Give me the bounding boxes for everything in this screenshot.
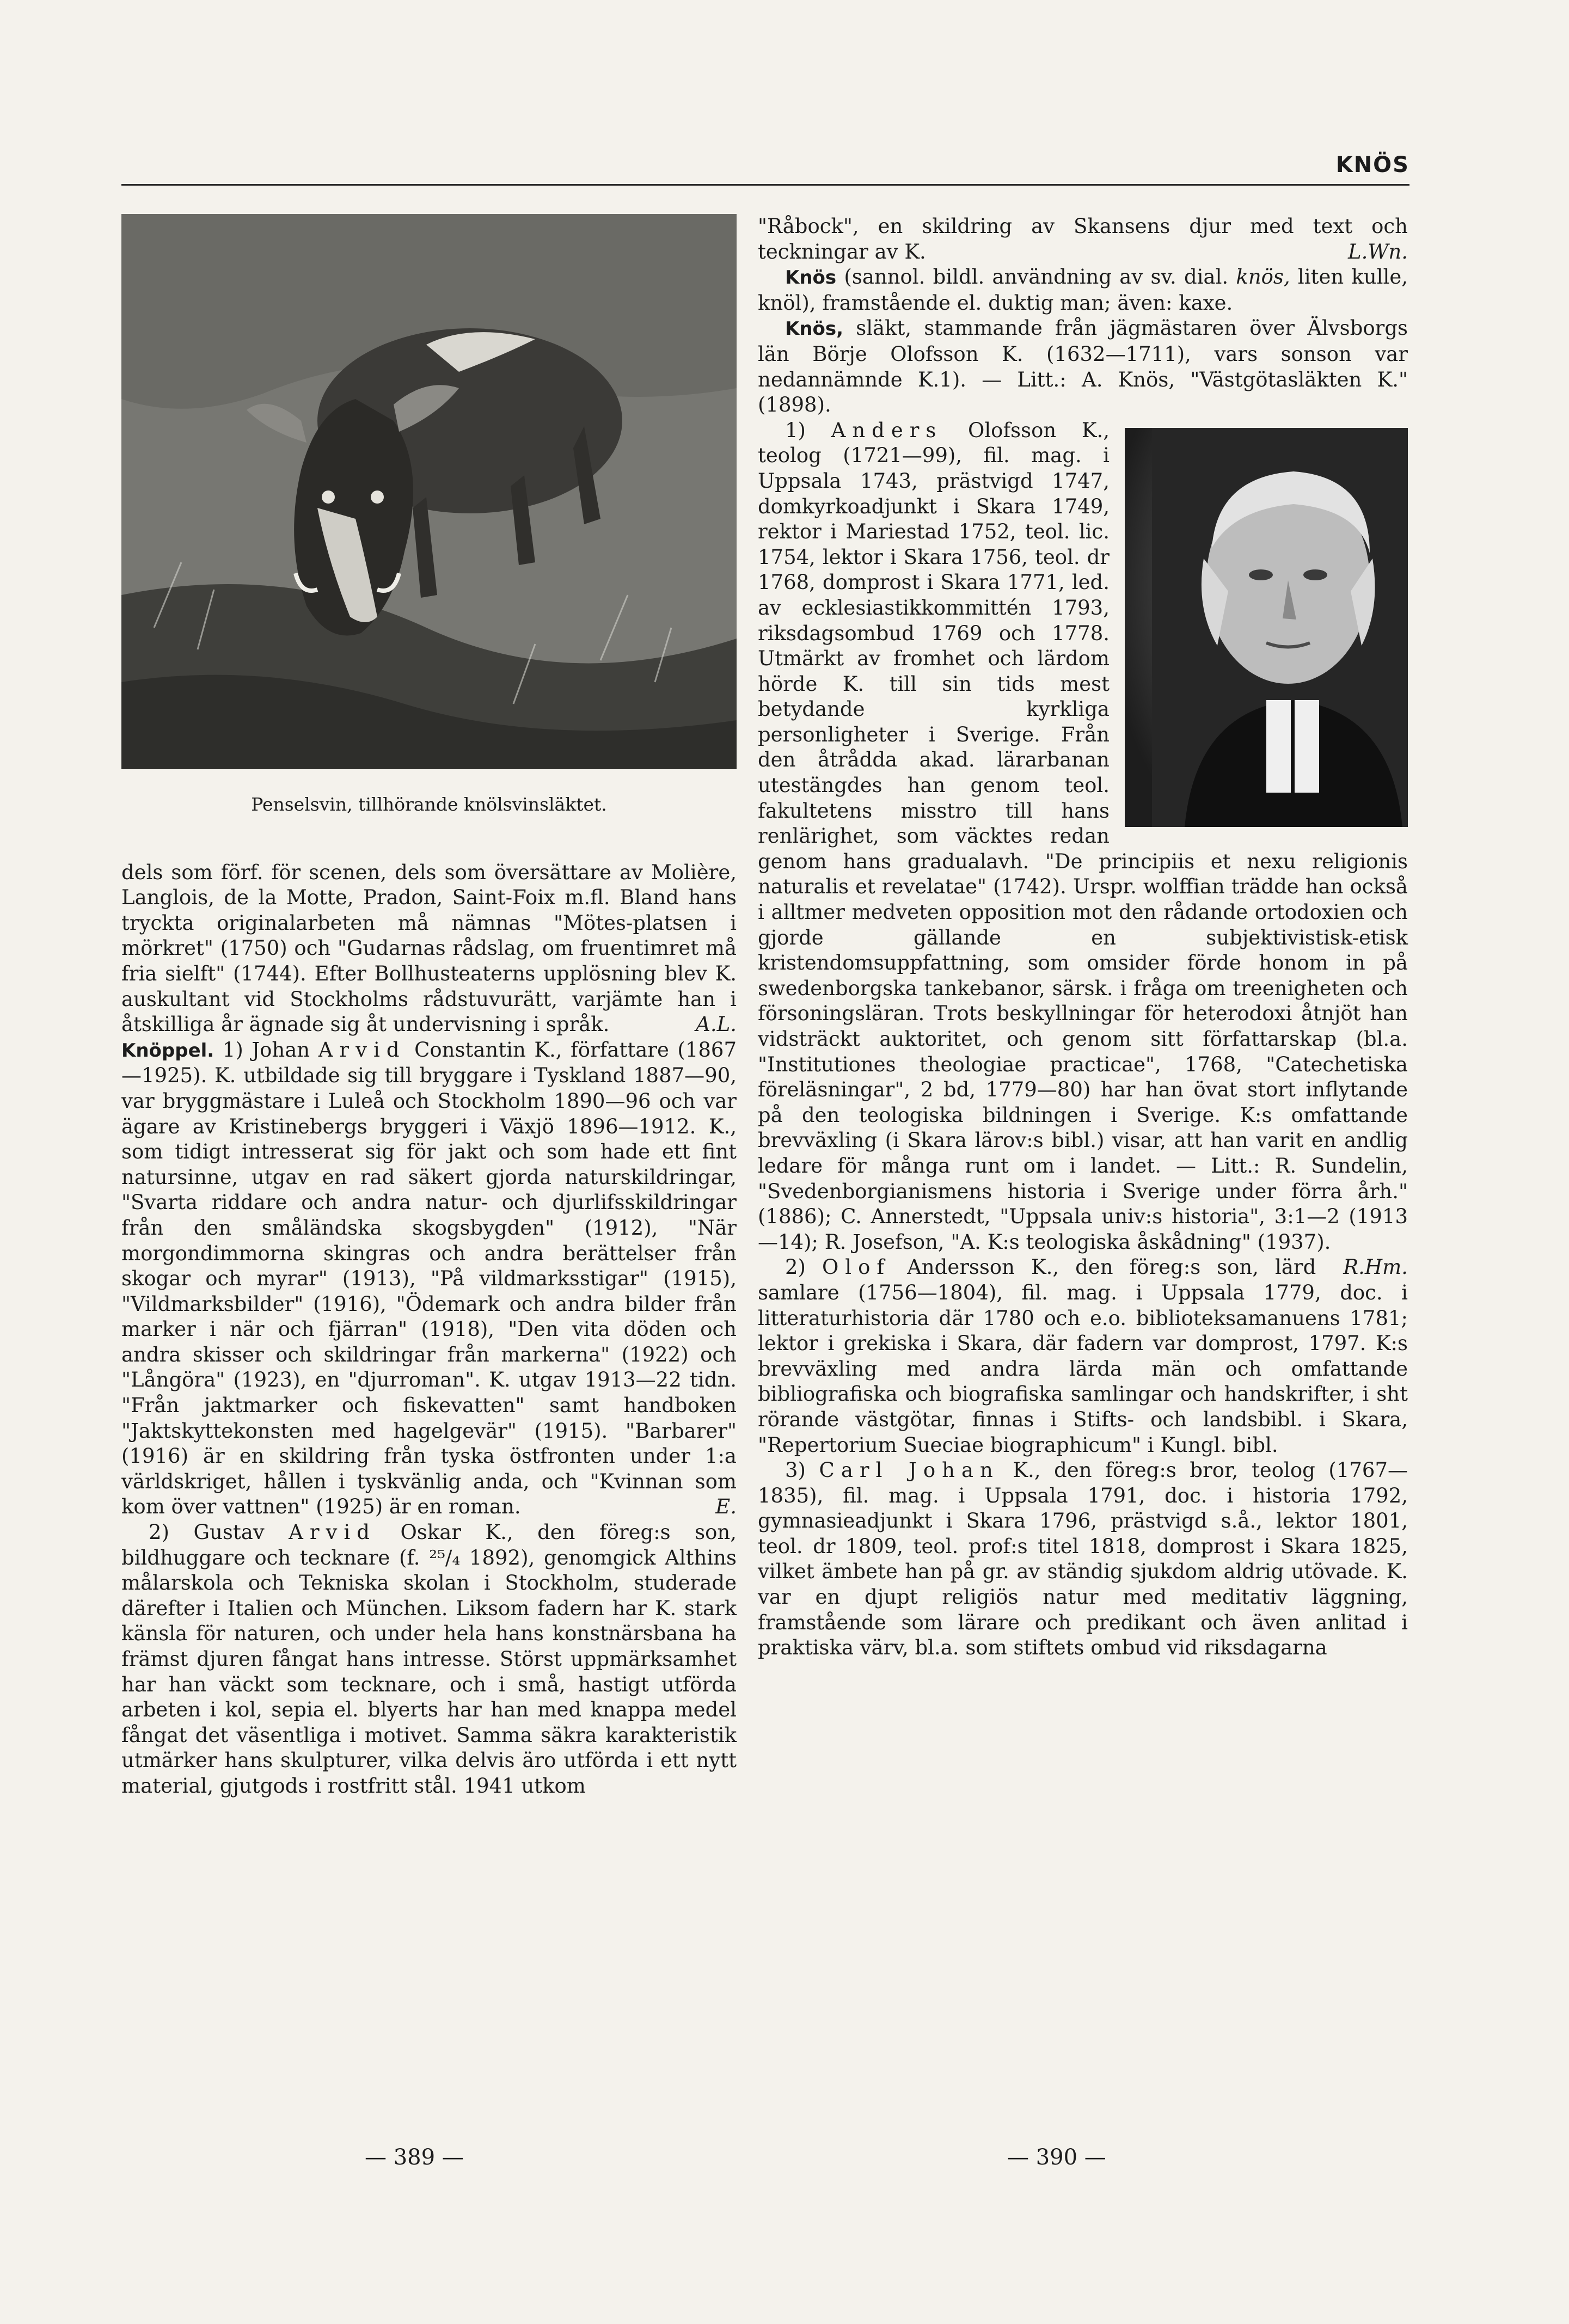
entry-text: 3)	[785, 1458, 819, 1482]
entry-text: 2) Gustav	[149, 1520, 289, 1544]
entry-text: Constantin K., författare (1867—1925). K. utbildade sig till bryggare i Tyskland 1887—90, var bryggmästare i Luleå och Stockholm 1890—96 och var ägare av Kristinebergs bryggeri i Växjö 1896—1912. K., som tidigt intresserat sig för jakt och som hade ett fint natursinne, utgav en rad säkert gjorda naturskildringar, "Svarta riddare och andra natur- och djurlifsskildringar från den småländska skogsbygden" (1912), "När morgondimmorna skingras och andra berättelser från skogar och myrar" (1913), "På vildmarksstigar" (1915), "Vildmarksbilder" (1916), "Ödemark och andra bilder från marker i när och fjärran" (1918), "Den vita döden och andra skisser och skildringar från markerna" (1922) och "Långöra" (1923), en "djurroman". K. utgav 1913—22 tidn. "Från jaktmarker och fiskevatten" samt handboken "Jaktskyttekonsten med hagelgevär" (1915). "Barbarer" (1916) är en skildring från tyska östfronten under 1:a världskriget, hållen i tyskvänlig anda, och "Kvinnan som kom över vattnen" (1925) är en roman.	[121, 1038, 737, 1519]
running-head: KNÖS	[1335, 152, 1409, 177]
entry-text: Olofsson K., teolog (1721—99), fil. mag. i Uppsala 1743, prästvigd 1747, domkyrkoadjunkt i Skara 1749, rektor i Mariestad 1752, teol. lic. 1754, lektor i Skara 1756, teol. dr 1768, domprost i Skara 1771, led. av ecklesiastikkommittén 1793, riksdagsombud 1769 och 1778. Utmärkt av fromhet och lärdom hörde K. till sin tids mest betydande kyrkliga personligheter i Sverige. Från den åtrådda akad. lärarbanan utestängdes han genom teol. fakultetens misstro till hans renlärighet, som väcktes redan genom hans gradualavh. "De principiis et nexu religionis naturalis et revelatae" (1742). Urspr. wolffian trädde han också i alltmer medveten opposition mot den rådande ortodoxien och gjorde gällande en subjektivistisk-etisk kristendomsuppfattning, som omsider förde honom in på swedenborgska tankebanor, särsk. i fråga om treenigheten och försoningsläran. Trots beskyllningar för heterodoxi åtnjöt han vidsträckt auktoritet, och genom sitt författarskap (bl.a. "Institutiones theologiae practicae", 1768, "Catechetiska föreläsningar", 2 bd, 1779—80) har han övat stort inflytande på den teologiska bildningen i Sverige. K:s omfattande brevväxling (i Skara lärov:s bibl.) visar, att han varit en andlig ledare för många runt om i landet. — Litt.: R. Sundelin, "Svedenborgianismens historia i Sverige under förra årh." (1886); C. Annerstedt, "Uppsala univ:s historia", 3:1—2 (1913—14); R. Josefson, "A. K:s teologiska åskådning" (1937).	[758, 418, 1408, 1254]
entry-italic-word: knös,	[1236, 265, 1290, 289]
paragraph-text: "Råbock", en skildring av Skansens djur med text och teckningar av K.	[758, 214, 1408, 263]
entry-headword: Knös	[785, 267, 837, 289]
entry-text: Andersson K., den föreg:s son, lärd samlare (1756—1804), fil. mag. i Uppsala 1779, doc. i litteraturhistoria där 1780 och e.o. biblioteksamanuens 1781; lektor i grekiska i Skara, där fadern var domprost, 1797. K:s brevväxling med andra lärda män och omfattande bibliografiska och biografiska samlingar och handskrifter, i sht rörande västgötar, finnas i Stifts- och landsbibl. i Skara, "Repertorium Sueciae biographicum" i Kungl. bibl.	[758, 1255, 1408, 1457]
entry-text: K., den föreg:s bror, teolog (1767—1835), fil. mag. i Uppsala 1791, doc. i historia 1792, gymnasieadjunkt i Skara 1796, prästvigd s.å., lektor 1801, teol. dr 1809, teol. prof:s titel 1818, domprost i Skara 1825, vilket ämbete han på gr. av ständig sjukdom aldrig utövade. K. var en djupt religiös natur med meditativ läggning, framstående som lärare och predikant och även anlitad i praktiska värv, bl.a. som stiftets ombud vid riksdagarna	[758, 1458, 1408, 1660]
entry-knoppel-2	[121, 1520, 737, 1799]
author-signature: A.L.	[696, 1013, 737, 1037]
portrait-engraving	[1152, 428, 1408, 827]
warthog-illustration	[121, 214, 737, 769]
left-column	[121, 214, 737, 1799]
entry-person-name: Anders	[831, 418, 943, 442]
article-continuation-right	[758, 214, 1408, 265]
paragraph-text: dels som förf. för scenen, dels som översättare av Molière, Langlois, de la Motte, Pradon, Saint-Foix m.fl. Bland hans tryckta originalarbeten må nämnas "Mötes-platsen i mörkret" (1750) och "Gudarnas rådslag, om fruentimret må fria sielft" (1744). Efter Bollhusteaterns upplösning blev K. auskultant vid Stockholms rådstuvurätt, varjämte han i åtskilliga år ägnade sig åt undervisning i språk.	[121, 860, 737, 1037]
entry-headword: Knöppel.	[121, 1039, 214, 1062]
header-rule	[121, 184, 1409, 186]
entry-olof	[758, 1255, 1408, 1458]
entry-carl-johan	[758, 1458, 1408, 1661]
entry-person-name: Arvid	[318, 1038, 406, 1062]
illustration-caption: Penselsvin, tillhörande knölsvinsläktet.	[251, 794, 607, 815]
anders-knos-portrait	[1125, 428, 1408, 827]
entry-person-name: Carl Johan	[819, 1458, 1000, 1482]
entry-text: 2)	[785, 1255, 822, 1279]
entry-person-name: Arvid	[289, 1520, 376, 1544]
entry-text: släkt, stammande från jägmästaren över Älvsborgs län Börje Olofsson K. (1632—1711), vars sonson var nedannämnde K.1). — Litt.: A. Knös, "Västgötasläkten K." (1898).	[758, 316, 1408, 417]
right-column	[758, 214, 1408, 1661]
entry-knos-family	[758, 316, 1408, 418]
author-signature: L.Wn.	[1348, 240, 1408, 263]
entry-anders	[758, 418, 1408, 1279]
entry-text: 1)	[785, 418, 831, 442]
entry-headword: Knös,	[785, 318, 844, 340]
entry-text: liten kulle, knöl), framstående el. duktig man; även: kaxe.	[758, 265, 1408, 315]
entry-text: (sannol. bildl. användning av sv. dial.	[836, 265, 1236, 289]
author-signature: E.	[715, 1495, 737, 1519]
entry-text: Oskar K., den föreg:s son, bildhuggare och tecknare (f. ²⁵/₄ 1892), genomgick Althins målarskola och Tekniska skolan i Stockholm, studerade därefter i Italien och München. Liksom fadern har K. stark känsla för naturen, och under hela hans konstnärsbana ha främst djuren fångat hans intresse. Störst uppmärksamhet har han väckt som tecknare, och i små, hastigt utförda arbeten i kol, sepia el. blyerts har han med knappa medel fångat det väsentliga i motivet. Samma säkra karakteristik utmärker hans skulpturer, vilka delvis äro utförda i ett nytt material, gjutgods i rostfritt stål. 1941 utkom	[121, 1520, 737, 1798]
boar-picture	[121, 214, 737, 769]
entry-knos-word	[758, 265, 1408, 316]
page-number-left: — 389 —	[365, 2145, 464, 2170]
entry-knoppel-1	[121, 1038, 737, 1520]
author-signature: R.Hm.	[1343, 1255, 1408, 1279]
article-continuation-left	[121, 860, 737, 1038]
entry-text: 1) Johan	[214, 1038, 318, 1062]
page-number-right: — 390 —	[1007, 2145, 1106, 2170]
entry-person-name: Olof	[822, 1255, 891, 1279]
